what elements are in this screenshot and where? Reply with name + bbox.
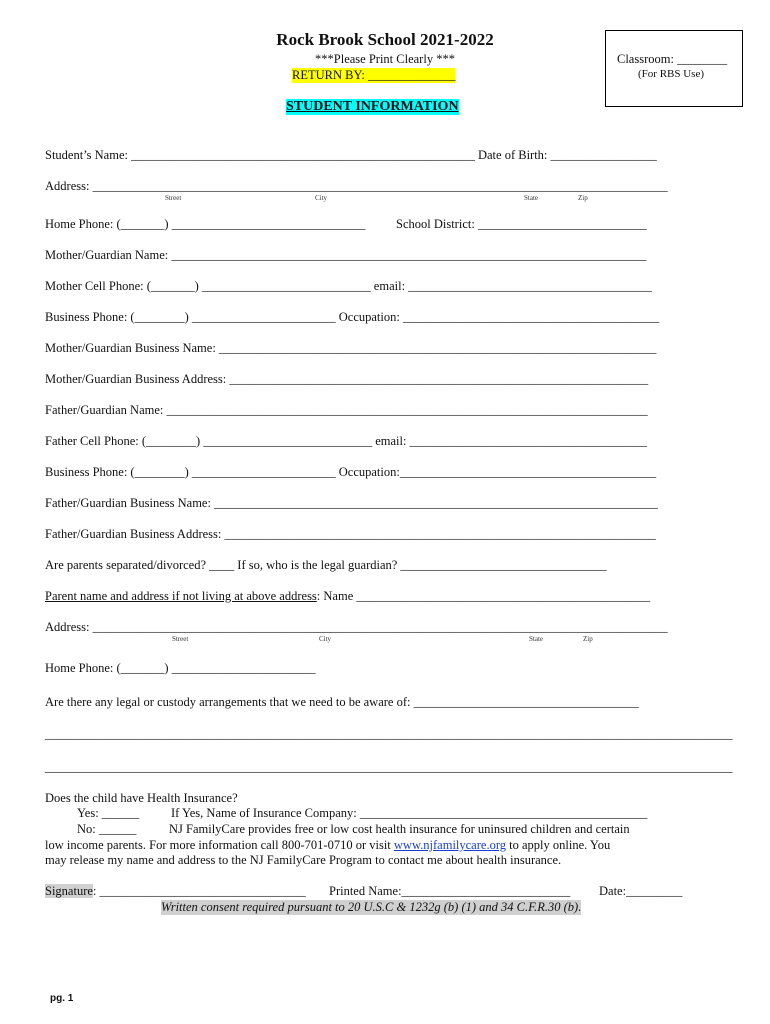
mother-business-phone-field[interactable]: Business Phone: (________) _______________________ Occupation: _________________________________________ <box>45 310 660 324</box>
page-number: pg. 1 <box>50 993 74 1004</box>
insurance-yes-field[interactable]: Yes: ______ <box>77 806 140 820</box>
nj-familycare-line-2 <box>45 838 610 853</box>
father-cell-field[interactable]: Father Cell Phone: (________) ___________________________ email: ______________________________________ <box>45 434 648 448</box>
mother-name-field[interactable]: Mother/Guardian Name: ____________________________________________________________________________ <box>45 248 647 262</box>
father-business-name-field[interactable]: Father/Guardian Business Name: _______________________________________________________________________ <box>45 496 658 510</box>
insurance-question: Does the child have Health Insurance? <box>45 791 238 805</box>
date-field[interactable]: Date:_________ <box>599 884 683 898</box>
address2-state-label: State <box>529 635 543 643</box>
signature-field[interactable]: : _________________________________ <box>92 884 306 898</box>
legal-arrangements-line-2[interactable]: ______________________________________________________________________________________________________________ <box>45 760 733 774</box>
mother-business-name-field[interactable]: Mother/Guardian Business Name: ______________________________________________________________________ <box>45 341 657 355</box>
section-title: STUDENT INFORMATION <box>286 99 459 114</box>
address2-zip-label: Zip <box>583 635 593 643</box>
nj-familycare-line-2-b: to apply online. You <box>506 838 611 852</box>
address-field[interactable]: Address: ____________________________________________________________________________________________ <box>45 179 668 193</box>
nj-familycare-line-3: may release my name and address to the NJ FamilyCare Program to contact me about health insurance. <box>45 853 562 867</box>
signature-label: Signature <box>45 884 93 898</box>
return-by-field[interactable]: RETURN BY: ______________ <box>292 68 456 82</box>
home-phone-field[interactable]: Home Phone: (_______) _______________________________ <box>45 217 366 231</box>
signature-row[interactable] <box>45 884 306 899</box>
legal-arrangements-field[interactable]: Are there any legal or custody arrangements that we need to be aware of: ____________________________________ <box>45 695 639 709</box>
classroom-field[interactable]: Classroom: ________ <box>617 52 728 66</box>
mother-business-address-field[interactable]: Mother/Guardian Business Address: ___________________________________________________________________ <box>45 372 649 386</box>
nj-familycare-text: NJ FamilyCare provides free or low cost health insurance for uninsured children and certain <box>169 822 630 836</box>
legal-arrangements-line-1[interactable]: ______________________________________________________________________________________________________________ <box>45 727 733 741</box>
address2-city-label: City <box>319 635 332 643</box>
nj-familycare-link[interactable]: www.njfamilycare.org <box>393 838 507 852</box>
mother-cell-field[interactable]: Mother Cell Phone: (_______) ___________________________ email: _______________________________________ <box>45 279 652 293</box>
form-title: Rock Brook School 2021-2022 <box>276 30 494 49</box>
consent-note: Written consent required pursuant to 20 U.S.C & 1232g (b) (1) and 34 C.F.R.30 (b). <box>161 900 582 914</box>
nj-familycare-line-2-a: low income parents. For more information call 800-701-0710 or visit <box>45 838 394 852</box>
parent-not-living-name-field[interactable]: : Name _______________________________________________ <box>316 589 651 603</box>
father-business-address-field[interactable]: Father/Guardian Business Address: _____________________________________________________________________ <box>45 527 656 541</box>
student-name-field[interactable]: Student’s Name: _______________________________________________________ Date of Birth: _________________ <box>45 148 657 162</box>
father-name-field[interactable]: Father/Guardian Name: _____________________________________________________________________________ <box>45 403 648 417</box>
classroom-box <box>605 30 743 107</box>
father-business-phone-field[interactable]: Business Phone: (________) _______________________ Occupation:_________________________________________ <box>45 465 657 479</box>
parent-not-living-label: Parent name and address if not living at above address <box>45 589 317 603</box>
print-clearly-note: ***Please Print Clearly *** <box>315 52 455 66</box>
address-city-label: City <box>315 194 328 202</box>
rbs-use-label: (For RBS Use) <box>638 68 705 80</box>
school-district-field[interactable]: School District: ___________________________ <box>396 217 647 231</box>
address2-street-label: Street <box>172 635 189 643</box>
insurance-company-field[interactable]: If Yes, Name of Insurance Company: ______________________________________________ <box>171 806 648 820</box>
home-phone2-field[interactable]: Home Phone: (_______) _______________________ <box>45 661 316 675</box>
address-zip-label: Zip <box>578 194 588 202</box>
insurance-no-field[interactable]: No: ______ <box>77 822 137 836</box>
address2-field[interactable]: Address: ____________________________________________________________________________________________ <box>45 620 668 634</box>
printed-name-field[interactable]: Printed Name:___________________________ <box>329 884 571 898</box>
address-street-label: Street <box>165 194 182 202</box>
address-state-label: State <box>524 194 538 202</box>
separated-question-field[interactable]: Are parents separated/divorced? ____ If so, who is the legal guardian? _________________________________ <box>45 558 607 572</box>
parent-not-living-row[interactable] <box>45 589 650 604</box>
